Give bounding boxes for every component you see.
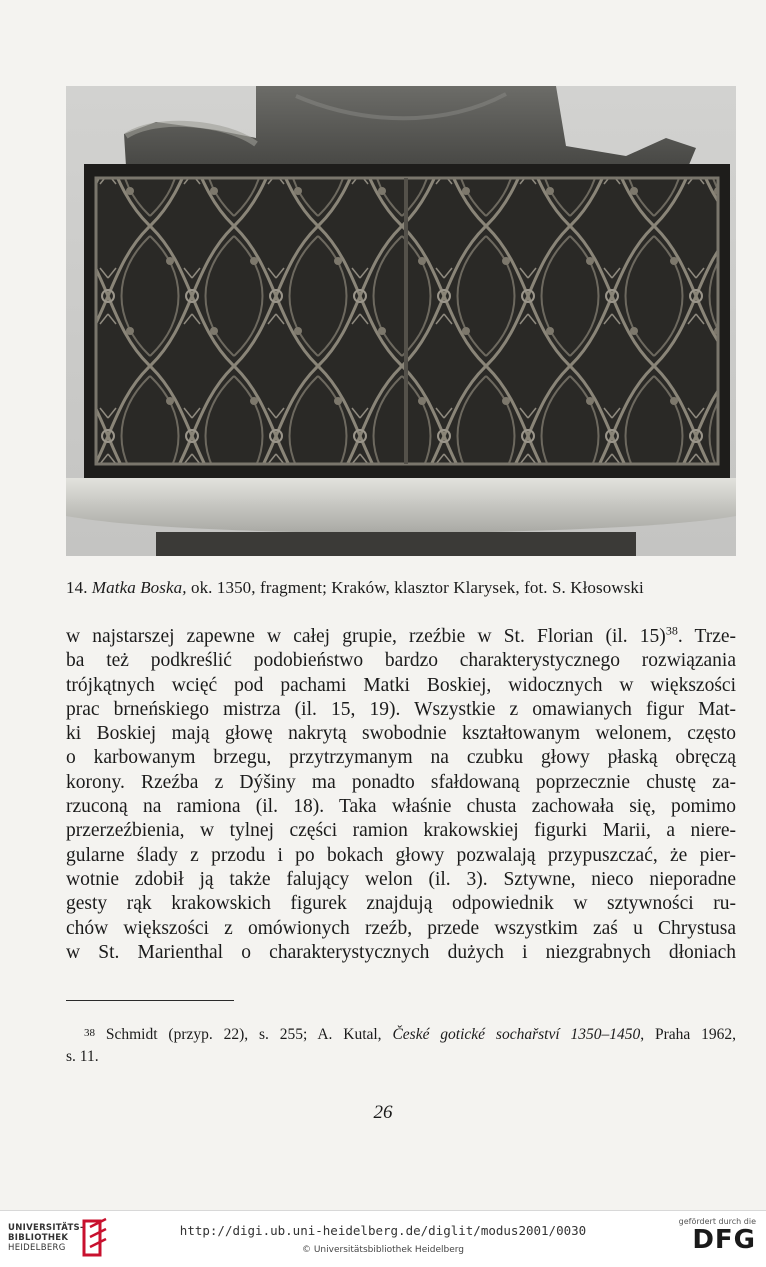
caption-text: ok. 1350, fragment; Kraków, klasztor Klarysek, fot. S. Kłosowski <box>190 578 644 597</box>
figure-caption <box>66 578 736 598</box>
footnote-line-2: s. 11. <box>66 1048 99 1065</box>
body-line-4: prac brneńskiego mistrza (il. 15, 19). Wszystkie z omawianych figur Mat- <box>66 698 736 720</box>
footnote-title: České gotické sochařství 1350–1450 <box>392 1026 641 1043</box>
body-line-12: gesty rąk krakowskich figurek znajdują odpowiednik w sztywności ru- <box>66 893 736 915</box>
body-line-14: w St. Marienthal o charakterystycznych dużych i niezgrabnych dłoniach <box>66 941 736 963</box>
source-url-link[interactable]: http://digi.ub.uni-heidelberg.de/diglit/modus2001/0030 <box>179 1223 587 1238</box>
footnote-divider <box>66 1000 234 1001</box>
body-line-text: w najstarszej zapewne w całej grupie, rzeźbie w St. Florian (il. 15) <box>66 626 666 647</box>
figure-photo <box>66 86 736 556</box>
body-line-6: o karbowanym brzegu, przytrzymanym na czubku głowy płaską obręczą <box>66 747 736 769</box>
page-number: 26 <box>373 1102 393 1123</box>
library-name-line-3: HEIDELBERG <box>8 1243 66 1253</box>
library-name-line-1: UNIVERSITÄTS- <box>8 1223 84 1233</box>
body-line-11: wotnie zdobił ją także falujący welon (il. 3). Sztywne, nieco nieporadne <box>66 868 736 890</box>
footer-bar <box>0 1210 766 1267</box>
body-text <box>66 625 736 965</box>
footnote-number: 38 <box>84 1027 95 1039</box>
funded-by-text: gefördert durch die <box>678 1217 756 1226</box>
body-line-2: ba też podkreślić podobieństwo bardzo charakterystycznego rozwiązania <box>66 650 736 672</box>
sculpture-image <box>66 86 736 556</box>
footnote-text: Schmidt (przyp. 22), s. 255; A. Kutal, <box>105 1026 382 1043</box>
body-line-9: przerzeźbienia, w tylnej części ramion krakowskiej figurki Marii, a niere- <box>66 820 736 842</box>
copyright-text: © Universitätsbibliothek Heidelberg <box>301 1245 464 1255</box>
dfg-block <box>676 1217 756 1254</box>
dfg-logo[interactable]: DFG <box>692 1225 756 1255</box>
footnote-reference: 38 <box>665 623 678 638</box>
body-line-8: rzuconą na ramiona (il. 18). Taka właśnie chusta zachowała się, pomimo <box>66 796 736 818</box>
footnote-text-end: , Praha 1962, <box>640 1026 737 1043</box>
library-name-line-2: BIBLIOTHEK <box>8 1233 69 1243</box>
body-line-7: korony. Rzeźba z Dýšiny ma ponadto sfałdowaną poprzecznie chustę za- <box>66 771 736 793</box>
body-line-1 <box>66 625 736 649</box>
body-line-tail: . Trze- <box>677 626 737 647</box>
body-line-3: trójkątnych wcięć pod pachami Matki Boskiej, widocznych w większości <box>66 674 736 696</box>
caption-title: Matka Boska, <box>91 578 187 597</box>
body-line-13: chów większości z omówionych rzeźb, przede wszystkim zaś u Chrystusa <box>66 917 736 939</box>
body-line-10: gularne ślady z przodu i po bokach głowy pozwalają przypuszczać, że pier- <box>66 844 736 866</box>
caption-number: 14. <box>66 578 88 597</box>
footnote-line-1 <box>66 1022 736 1046</box>
body-line-5: ki Boskiej mają głowę nakrytą swobodnie kształtowanym welonem, często <box>66 723 736 745</box>
footnote <box>66 1022 736 1068</box>
